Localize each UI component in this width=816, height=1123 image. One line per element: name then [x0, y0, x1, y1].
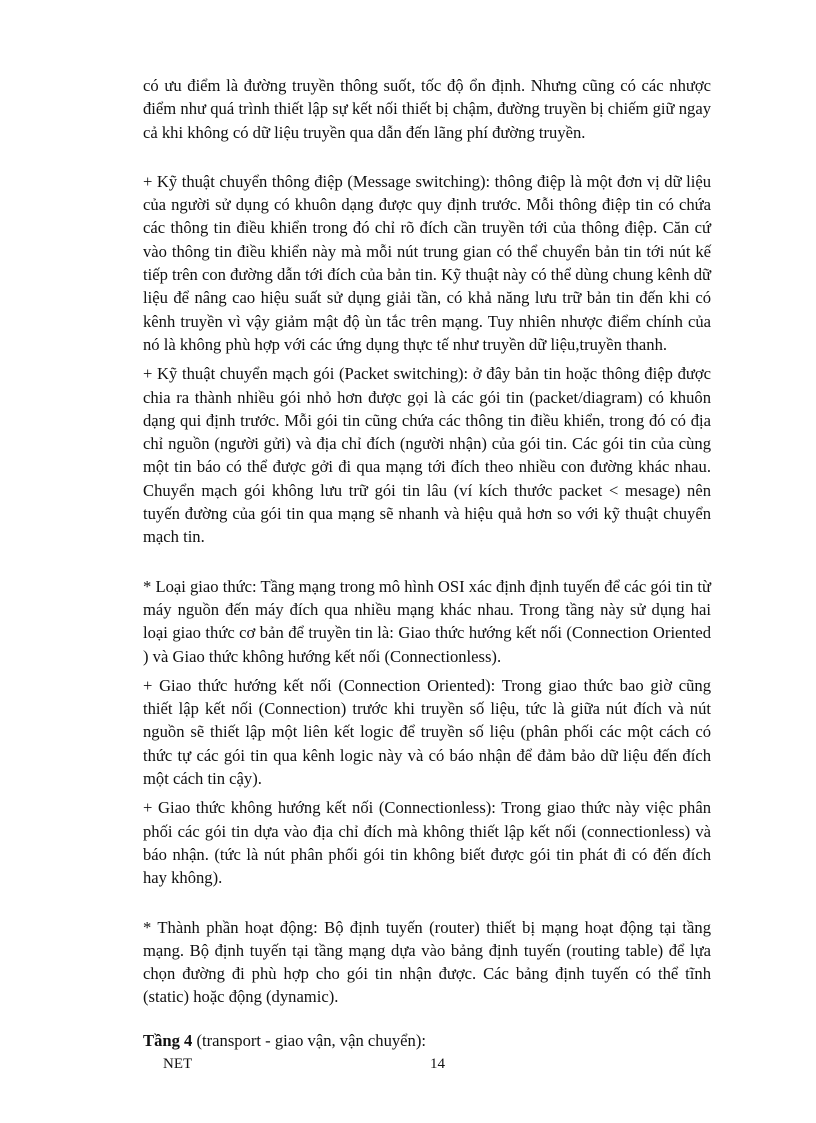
- page-number: 14: [430, 1056, 445, 1072]
- paragraph-connection-oriented: + Giao thức hướng kết nối (Connection Oriented): Trong giao thức bao giờ cũng thiết lập kết nối (Connection) trước khi truyền số liệu, tức là giữa nút đích và nút nguồn sẽ thiết lập một liên kết logic để truyền số liệu (phân phối các một cách có thức tự các gói tin qua kênh logic này và có báo nhận để đảm bảo dữ liệu đến đích một cách tin cậy).: [143, 675, 711, 789]
- paragraph-message-switching: + Kỹ thuật chuyển thông điệp (Message switching): thông điệp là một đơn vị dữ liệu của người sử dụng có khuôn dạng được quy định trước. Mỗi thông điệp tin có chứa các thông tin điều khiển trong đó chỉ rõ đích cần truyền tới của thông điệp. Căn cứ vào thông tin điều khiển này mà mỗi nút trung gian có thể chuyển bản tin tới nút kế tiếp trên con đường dẫn tới đích của bản tin. Kỹ thuật này có thể dùng chung kênh dữ liệu để nâng cao hiệu suất sử dụng giải tần, có khả năng lưu trữ bản tin đến khi có kênh truyền vì vậy giảm mật độ ùn tắc trên mạng. Tuy nhiên nhược điểm chính của nó là không phù hợp với các ứng dụng thực tế như truyền dữ liệu,truyền thanh.: [143, 171, 711, 354]
- section-heading-layer-4: [143, 1029, 711, 1052]
- paragraph-circuit-switching-tail: có ưu điểm là đường truyền thông suốt, tốc độ ổn định. Nhưng cũng có các nhược điểm như quá trình thiết lập sự kết nối thiết bị chậm, đường truyền bị chiếm giữ ngay cả khi không có dữ liệu truyền qua dẫn đến lãng phí đường truyền.: [143, 76, 711, 142]
- heading-bold-part: Tầng 4: [143, 1030, 193, 1050]
- footer-label: NET: [163, 1056, 193, 1072]
- heading-rest: (transport - giao vận, vận chuyển):: [192, 1030, 426, 1050]
- document-body: [143, 74, 711, 1058]
- paragraph-protocol-types: * Loại giao thức: Tầng mạng trong mô hình OSI xác định định tuyến để các gói tin từ máy nguồn đến máy đích qua nhiều mạng khác nhau. Trong tầng này sử dụng hai loại giao thức cơ bản để truyền tin là: Giao thức hướng kết nối (Connection Oriented ) và Giao thức không hướng kết nối (Connectionless).: [143, 576, 711, 666]
- paragraph-connectionless: + Giao thức không hướng kết nối (Connectionless): Trong giao thức này việc phân phối các gói tin dựa vào địa chỉ đích mà không thiết lập kết nối (connectionless) và báo nhận. (tức là nút phân phối gói tin không biết được gói tin phát đi có đến đích hay không).: [143, 798, 711, 888]
- paragraph-router: * Thành phần hoạt động: Bộ định tuyến (router) thiết bị mạng hoạt động tại tầng mạng. Bộ định tuyến tại tầng mạng dựa vào bảng định tuyến (routing table) để lựa chọn đường đi phù hợp cho gói tin nhận được. Các bảng định tuyến có thể tĩnh (static) hoặc động (dynamic).: [143, 917, 711, 1007]
- paragraph-packet-switching: + Kỹ thuật chuyển mạch gói (Packet switching): ở đây bản tin hoặc thông điệp được chia ra thành nhiều gói nhỏ hơn được gọi là các gói tin (packet/diagram) có khuôn dạng qui định trước. Mỗi gói tin cũng chứa các thông tin điều khiển, trong đó có địa chỉ nguồn (người gửi) và địa chỉ đích (người nhận) của gói tin. Các gói tin của cùng một tin báo có thể được gởi đi qua mạng tới đích theo nhiều con đường khác nhau. Chuyển mạch gói không lưu trữ gói tin lâu (ví kích thước packet < mesage) nên tuyến đường của gói tin qua mạng sẽ nhanh và hiệu quả hơn so với kỹ thuật chuyển mạch tin.: [143, 364, 711, 547]
